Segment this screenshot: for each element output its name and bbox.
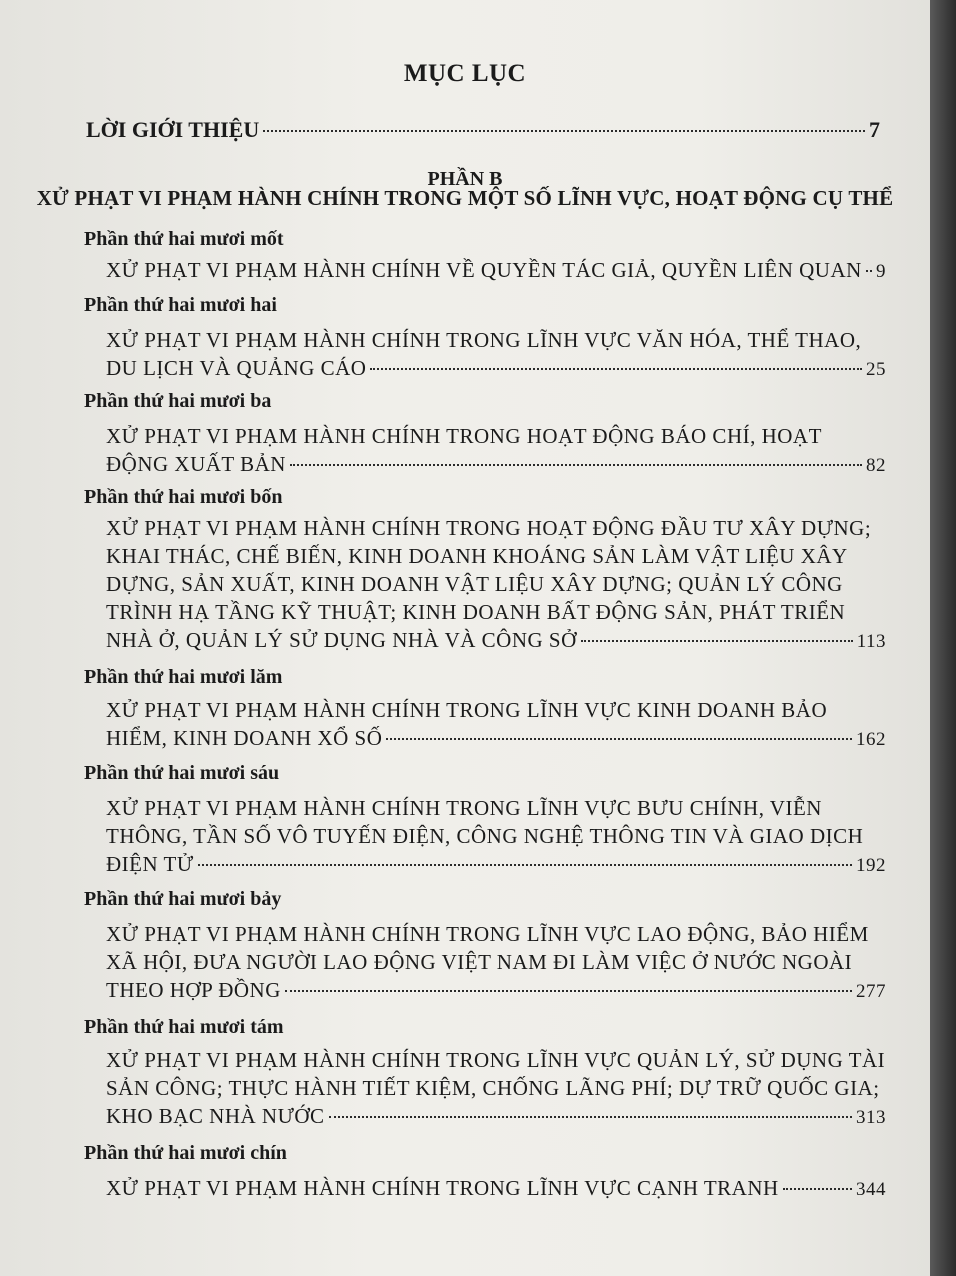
entry-title-last: ĐIỆN TỬ: [106, 852, 194, 876]
dot-leader: [329, 1116, 852, 1118]
entry-title-last: THEO HỢP ĐỒNG: [106, 978, 281, 1002]
part-b-title: XỬ PHẠT VI PHẠM HÀNH CHÍNH TRONG MỘT SỐ LĨNH VỰC, HOẠT ĐỘNG CỤ THỂ: [36, 186, 894, 210]
part-b-label: PHẦN B: [427, 168, 503, 190]
entry-page-number: 82: [866, 455, 886, 476]
intro-page-number: 7: [869, 117, 880, 142]
entry-title-last: ĐỘNG XUẤT BẢN: [106, 452, 286, 476]
entry-title-line: SẢN CÔNG; THỰC HÀNH TIẾT KIỆM, CHỐNG LÃNG PHÍ; DỰ TRỮ QUỐC GIA;: [106, 1076, 880, 1100]
toc-entry[interactable]: [106, 422, 886, 478]
entry-title-line: KHAI THÁC, CHẾ BIẾN, KINH DOANH KHOÁNG SẢN LÀM VẬT LIỆU XÂY: [106, 544, 848, 568]
entry-title-line: XỬ PHẠT VI PHẠM HÀNH CHÍNH TRONG LĨNH VỰC VĂN HÓA, THỂ THAO,: [106, 328, 862, 352]
toc-entry[interactable]: [106, 696, 886, 752]
entry-title-line: DỰNG, SẢN XUẤT, KINH DOANH VẬT LIỆU XÂY DỰNG; QUẢN LÝ CÔNG: [106, 572, 843, 596]
entry-page-number: 25: [866, 359, 886, 380]
toc-entry[interactable]: [106, 1174, 886, 1202]
intro-label: LỜI GIỚI THIỆU: [86, 117, 260, 142]
toc-entry[interactable]: [106, 256, 886, 284]
toc-entry[interactable]: [106, 514, 886, 654]
entry-title-line: XÃ HỘI, ĐƯA NGƯỜI LAO ĐỘNG VIỆT NAM ĐI LÀM VIỆC Ở NƯỚC NGOÀI: [106, 950, 853, 974]
entry-page-number: 313: [856, 1107, 886, 1128]
section-heading: Phần thứ hai mươi sáu: [84, 762, 280, 784]
entry-title-line: XỬ PHẠT VI PHẠM HÀNH CHÍNH TRONG HOẠT ĐỘNG ĐẦU TƯ XÂY DỰNG;: [106, 516, 872, 540]
toc-entry[interactable]: [106, 326, 886, 382]
entry-page-number: 277: [856, 981, 886, 1002]
entry-page-number: 9: [876, 261, 886, 282]
entry-title-line: XỬ PHẠT VI PHẠM HÀNH CHÍNH TRONG LĨNH VỰC KINH DOANH BẢO: [106, 698, 828, 722]
dot-leader: [290, 464, 862, 466]
dot-leader: [198, 864, 852, 866]
entry-title-last: DU LỊCH VÀ QUẢNG CÁO: [106, 356, 367, 380]
dot-leader: [285, 990, 852, 992]
toc-entry[interactable]: [106, 1046, 886, 1130]
dot-leader: [386, 738, 852, 740]
section-heading: Phần thứ hai mươi chín: [84, 1142, 287, 1164]
entry-page-number: 192: [856, 855, 886, 876]
dot-leader: [783, 1188, 852, 1190]
section-heading: Phần thứ hai mươi lăm: [84, 666, 283, 688]
section-heading: Phần thứ hai mươi hai: [84, 294, 277, 316]
entry-title-line: THÔNG, TẦN SỐ VÔ TUYẾN ĐIỆN, CÔNG NGHỆ THÔNG TIN VÀ GIAO DỊCH: [106, 824, 864, 848]
entry-title-last: KHO BẠC NHÀ NƯỚC: [106, 1104, 325, 1128]
entry-page-number: 162: [856, 729, 886, 750]
section-heading: Phần thứ hai mươi mốt: [84, 228, 284, 250]
dot-leader: [581, 640, 853, 642]
entry-page-number: 113: [856, 631, 886, 652]
section-heading: Phần thứ hai mươi bốn: [84, 486, 283, 508]
entry-title-line: XỬ PHẠT VI PHẠM HÀNH CHÍNH TRONG LĨNH VỰC QUẢN LÝ, SỬ DỤNG TÀI: [106, 1048, 886, 1072]
page-title: MỤC LỤC: [403, 60, 527, 87]
entry-title-line: TRÌNH HẠ TẦNG KỸ THUẬT; KINH DOANH BẤT ĐỘNG SẢN, PHÁT TRIỂN: [106, 600, 846, 624]
entry-title-last: XỬ PHẠT VI PHẠM HÀNH CHÍNH VỀ QUYỀN TÁC GIẢ, QUYỀN LIÊN QUAN: [106, 258, 862, 282]
toc-entry[interactable]: [106, 920, 886, 1004]
dot-leader: [263, 130, 865, 132]
entry-page-number: 344: [856, 1179, 886, 1200]
section-heading: Phần thứ hai mươi bảy: [84, 888, 282, 910]
entry-title-last: HIỂM, KINH DOANH XỔ SỐ: [106, 726, 383, 750]
entry-title-line: XỬ PHẠT VI PHẠM HÀNH CHÍNH TRONG LĨNH VỰC BƯU CHÍNH, VIỄN: [106, 796, 822, 820]
entry-title-line: XỬ PHẠT VI PHẠM HÀNH CHÍNH TRONG HOẠT ĐỘNG BÁO CHÍ, HOẠT: [106, 424, 822, 448]
toc-entry[interactable]: [106, 794, 886, 878]
dot-leader: [866, 270, 872, 272]
entry-title-last: NHÀ Ở, QUẢN LÝ SỬ DỤNG NHÀ VÀ CÔNG SỞ: [106, 628, 577, 652]
book-spine-shadow: [930, 0, 956, 1276]
entry-title-line: XỬ PHẠT VI PHẠM HÀNH CHÍNH TRONG LĨNH VỰC LAO ĐỘNG, BẢO HIỂM: [106, 922, 869, 946]
section-heading: Phần thứ hai mươi tám: [84, 1016, 284, 1038]
section-heading: Phần thứ hai mươi ba: [84, 390, 272, 412]
dot-leader: [370, 368, 862, 370]
entry-title-last: XỬ PHẠT VI PHẠM HÀNH CHÍNH TRONG LĨNH VỰC CẠNH TRANH: [106, 1176, 779, 1200]
toc-entry-intro[interactable]: [86, 117, 880, 143]
